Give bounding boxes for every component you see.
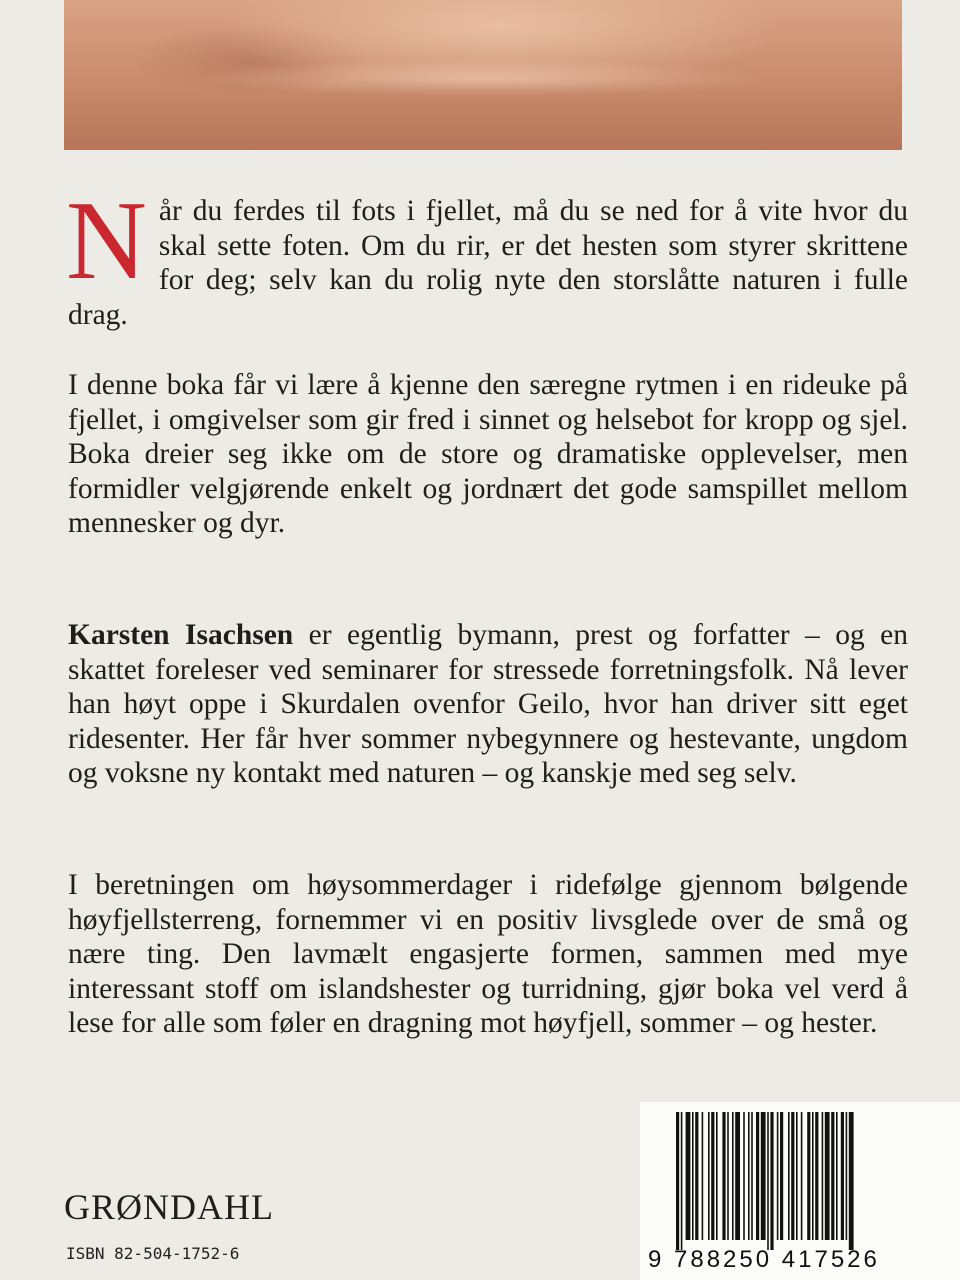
barcode-icon — [676, 1112, 916, 1250]
paragraph-intro — [66, 179, 908, 332]
cover-photo — [64, 0, 902, 150]
drop-cap: N — [66, 179, 147, 303]
paragraph-author-bio — [68, 618, 908, 791]
paragraph-description: I denne boka får vi lære å kjenne den særegne rytmen i en rideuke på fjellet, i omgivelser som gir fred i sinnet og helsebot for kropp og sjel. Boka dreier seg ikke om de store og dramatiske opplevelser, men formidler velgjørende enkelt og jordnært det gode samspillet mellom mennesker og dyr. — [68, 369, 908, 539]
barcode-panel — [640, 1102, 960, 1280]
author-name: Karsten Isachsen — [68, 619, 294, 651]
barcode-number: 9 788250 417526 — [648, 1246, 880, 1273]
cover-photo-highlight — [64, 58, 902, 108]
isbn-label: ISBN 82-504-1752-6 — [66, 1244, 240, 1263]
author-bio-text: er egentlig bymann, prest og forfatter – og en skattet foreleser ved seminarer for stressede forretningsfolk. Nå lever han høyt oppe i Skurdalen ovenfor Geilo, hvor han driver sitt eget ridesenter. Her får hver sommer nybegynnere og hestevante, ungdom og voksne ny kontakt med naturen – og kanskje med seg selv. — [68, 619, 908, 789]
paragraph-intro-text: år du ferdes til fots i fjellet, må du se ned for å vite hvor du skal sette foten. Om du rir, er det hesten som styrer skrittene for deg; selv kan du rolig nyte den storslåtte naturen i fulle drag. — [68, 195, 908, 331]
paragraph-summary: I beretningen om høysommerdager i ridefølge gjennom bølgende høyfjellsterreng, fornemmer vi en positiv livsglede over de små og nære ting. Den lavmælt engasjerte formen, sammen med mye interessant stoff om islandshester og turridning, gjør boka vel verd å lese for alle som føler en dragning mot høyfjell, sommer – og hester. — [68, 869, 908, 1039]
publisher-logo: GRØNDAHL — [64, 1187, 274, 1227]
